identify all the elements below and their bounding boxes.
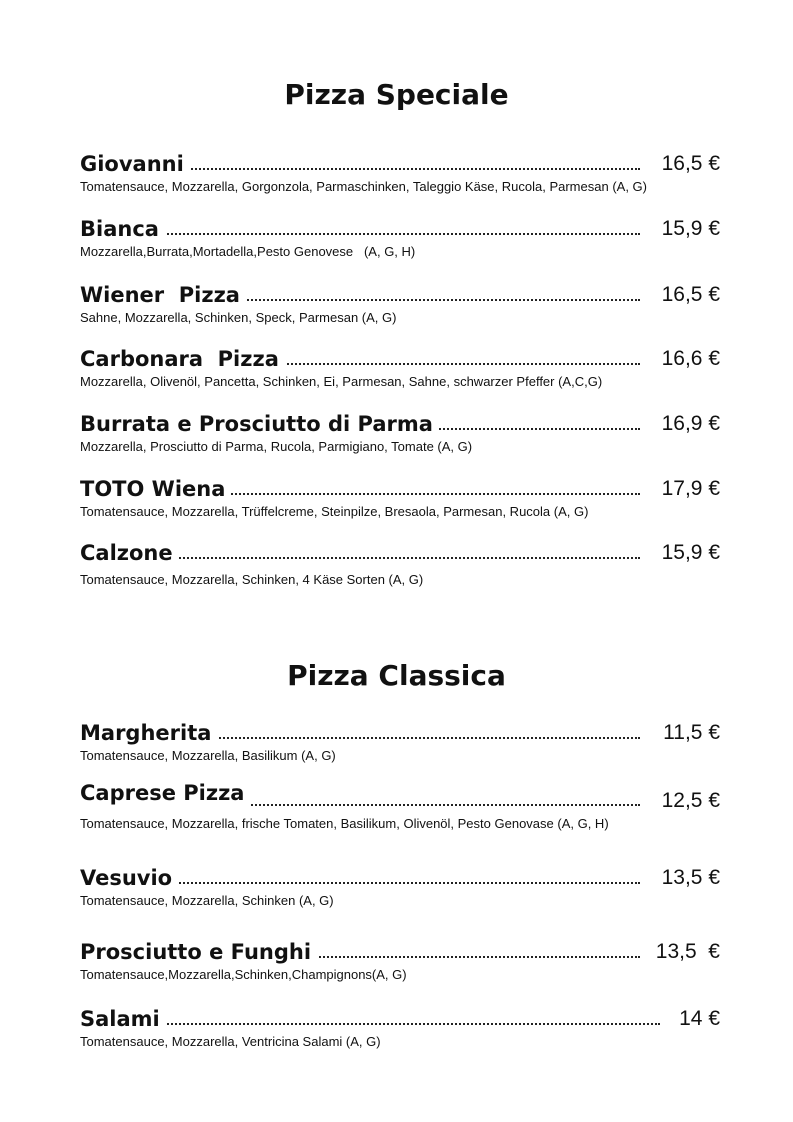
item-description: Tomatensauce, Mozzarella, Gorgonzola, Parmaschinken, Taleggio Käse, Rucola, Parmesan (A, G) [80, 179, 647, 194]
item-name: Wiener Pizza [80, 280, 246, 310]
item-name: Bianca [80, 214, 165, 244]
item-price: 16,5 € [656, 149, 720, 179]
item-price: 15,9 € [656, 538, 720, 568]
menu-item [80, 937, 720, 983]
menu-item [80, 409, 720, 455]
item-price: 16,6 € [656, 344, 720, 374]
item-price: 12,5 € [656, 786, 720, 816]
menu-item [80, 214, 720, 260]
item-name: Burrata e Prosciutto di Parma [80, 409, 439, 439]
item-price: 13,5 € [656, 863, 720, 893]
item-price: 15,9 € [656, 214, 720, 244]
item-name: Carbonara Pizza [80, 344, 285, 374]
item-name: Calzone [80, 538, 179, 568]
item-description: Mozzarella, Prosciutto di Parma, Rucola, Parmigiano, Tomate (A, G) [80, 439, 473, 454]
menu-item [80, 538, 720, 588]
item-name: Prosciutto e Funghi [80, 937, 317, 967]
item-price: 16,5 € [656, 280, 720, 310]
item-name: Salami [80, 1004, 166, 1034]
menu-item [80, 1004, 720, 1050]
section-title-pizza-speciale: Pizza Speciale [284, 78, 509, 111]
item-price: 16,9 € [656, 409, 720, 439]
item-description: Tomatensauce, Mozzarella, Schinken, 4 Käse Sorten (A, G) [80, 572, 424, 587]
menu-item [80, 344, 720, 390]
item-description: Tomatensauce, Mozzarella, Ventricina Salami (A, G) [80, 1034, 381, 1049]
item-name: Margherita [80, 718, 217, 748]
item-description: Tomatensauce,Mozzarella,Schinken,Champignons(A, G) [80, 967, 407, 982]
item-description: Tomatensauce, Mozzarella, frische Tomaten, Basilikum, Olivenöl, Pesto Genovase (A, G, H) [80, 816, 609, 831]
item-price: 11,5 € [657, 718, 720, 748]
item-name: Caprese Pizza [80, 778, 250, 808]
item-description: Mozzarella,Burrata,Mortadella,Pesto Genovese (A, G, H) [80, 244, 416, 259]
item-description: Mozzarella, Olivenöl, Pancetta, Schinken, Ei, Parmesan, Sahne, schwarzer Pfeffer (A,C,G) [80, 374, 603, 389]
item-price: 17,9 € [656, 474, 720, 504]
dot-leader [80, 1023, 660, 1025]
item-price: 13,5 € [650, 937, 720, 967]
menu-item [80, 280, 720, 326]
menu-item [80, 474, 720, 520]
item-price: 14 € [673, 1004, 720, 1034]
item-name: Giovanni [80, 149, 190, 179]
section-title-pizza-classica: Pizza Classica [287, 659, 506, 692]
item-description: Tomatensauce, Mozzarella, Basilikum (A, G) [80, 748, 336, 763]
item-name: TOTO Wiena [80, 474, 231, 504]
menu-item [80, 149, 720, 195]
item-description: Tomatensauce, Mozzarella, Schinken (A, G) [80, 893, 334, 908]
menu-item [80, 778, 720, 832]
menu-item [80, 863, 720, 909]
item-description: Tomatensauce, Mozzarella, Trüffelcreme, Steinpilze, Bresaola, Parmesan, Rucola (A, G) [80, 504, 589, 519]
item-name: Vesuvio [80, 863, 178, 893]
item-description: Sahne, Mozzarella, Schinken, Speck, Parmesan (A, G) [80, 310, 397, 325]
menu-item [80, 718, 720, 764]
